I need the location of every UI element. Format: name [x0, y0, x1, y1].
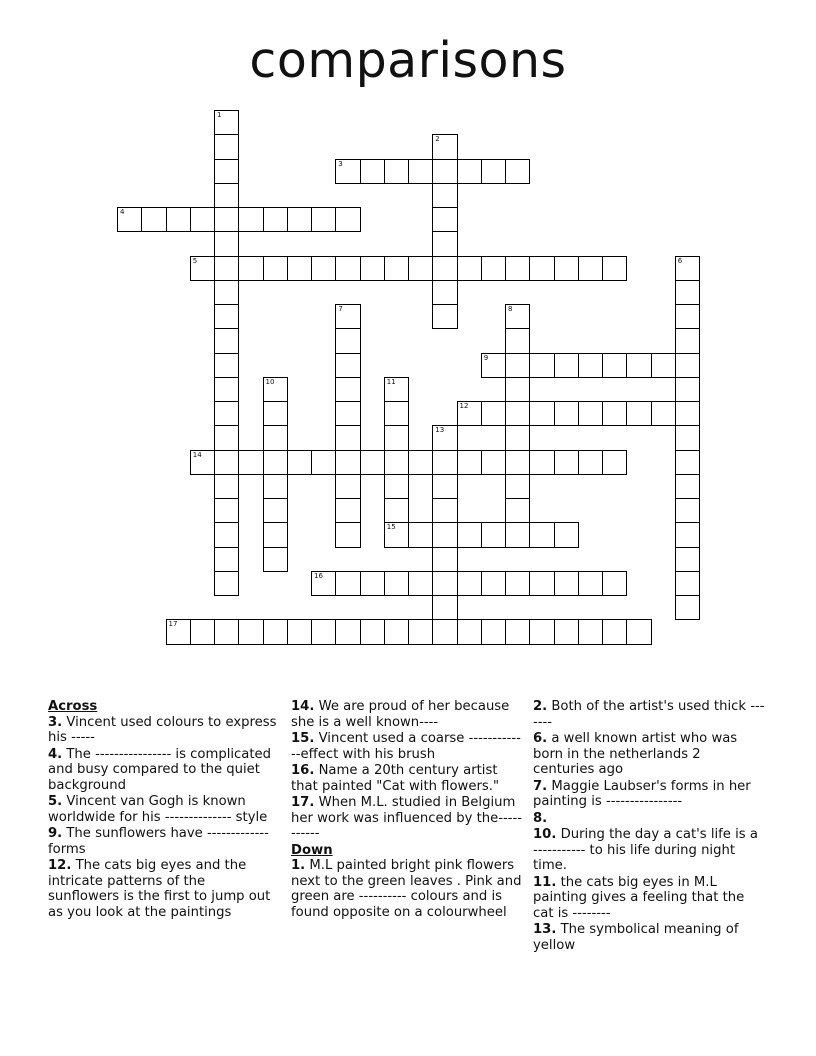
grid-cell[interactable]: [505, 353, 530, 378]
grid-cell[interactable]: [335, 571, 360, 596]
clues-column-2: [291, 699, 523, 921]
grid-cell[interactable]: [602, 619, 627, 644]
grid-cell[interactable]: [263, 377, 288, 402]
clue-text: Maggie Laubser's forms in her painting is ----------------: [533, 778, 751, 809]
clue-item: [291, 795, 523, 842]
grid-cell[interactable]: [505, 304, 530, 329]
grid-cell[interactable]: [384, 522, 409, 547]
clue-number: 10: [265, 377, 275, 386]
clue-number-label: 12.: [48, 858, 72, 873]
grid-cell[interactable]: [432, 474, 457, 499]
grid-cell[interactable]: [505, 256, 530, 281]
clue-item: [533, 779, 765, 810]
grid-cell[interactable]: [457, 159, 482, 184]
grid-cell[interactable]: [408, 619, 433, 644]
grid-cell[interactable]: [287, 450, 312, 475]
grid-cell[interactable]: [263, 498, 288, 523]
grid-cell[interactable]: [335, 159, 360, 184]
grid-cell[interactable]: [141, 207, 166, 232]
grid-cell[interactable]: [529, 256, 554, 281]
grid-cell[interactable]: [602, 571, 627, 596]
grid-cell[interactable]: [214, 571, 239, 596]
grid-cell[interactable]: [360, 159, 385, 184]
grid-cell[interactable]: [238, 619, 263, 644]
grid-cell[interactable]: [214, 377, 239, 402]
grid-cell[interactable]: [408, 159, 433, 184]
grid-cell[interactable]: [481, 401, 506, 426]
grid-cell[interactable]: [651, 401, 676, 426]
grid-cell[interactable]: [214, 353, 239, 378]
grid-cell[interactable]: [287, 256, 312, 281]
grid-cell[interactable]: [263, 619, 288, 644]
grid-cell[interactable]: [287, 619, 312, 644]
clue-text: Name a 20th century artist that painted "Cat with flowers.": [291, 763, 500, 794]
clue-item: [533, 731, 765, 778]
grid-cell[interactable]: [529, 450, 554, 475]
grid-cell[interactable]: [505, 328, 530, 353]
grid-cell[interactable]: [505, 522, 530, 547]
grid-cell[interactable]: [311, 619, 336, 644]
grid-cell[interactable]: [432, 134, 457, 159]
clue-number-label: 16.: [291, 763, 315, 778]
across-clues-part-2: [291, 699, 523, 842]
grid-cell[interactable]: [287, 207, 312, 232]
clue-number-label: 14.: [291, 699, 315, 714]
grid-cell[interactable]: [505, 571, 530, 596]
grid-cell[interactable]: [457, 522, 482, 547]
grid-cell[interactable]: [481, 571, 506, 596]
grid-cell[interactable]: [578, 450, 603, 475]
grid-cell[interactable]: [675, 595, 700, 620]
grid-cell[interactable]: [384, 256, 409, 281]
clue-text: When M.L. studied in Belgium her work was influenced by the-----------: [291, 795, 523, 841]
grid-cell[interactable]: [505, 450, 530, 475]
grid-cell[interactable]: [602, 401, 627, 426]
grid-cell[interactable]: [335, 256, 360, 281]
clue-text: The symbolical meaning of yellow: [533, 922, 739, 953]
grid-cell[interactable]: [214, 280, 239, 305]
grid-cell[interactable]: [384, 571, 409, 596]
clue-text: The ---------------- is complicated and busy compared to the quiet background: [48, 746, 272, 793]
grid-cell[interactable]: [675, 328, 700, 353]
across-header: Across: [48, 699, 98, 714]
grid-cell[interactable]: [554, 401, 579, 426]
clue-number-label: 1.: [291, 858, 306, 873]
clue-item: [48, 747, 278, 794]
grid-cell[interactable]: [214, 450, 239, 475]
grid-cell[interactable]: [384, 450, 409, 475]
clue-item: [533, 875, 765, 922]
grid-cell[interactable]: [432, 256, 457, 281]
grid-cell[interactable]: [554, 353, 579, 378]
grid-cell[interactable]: [263, 474, 288, 499]
clues-column-3: [533, 699, 765, 954]
grid-cell[interactable]: [432, 547, 457, 572]
grid-cell[interactable]: [481, 619, 506, 644]
clue-number: 12: [459, 402, 469, 410]
grid-cell[interactable]: [335, 425, 360, 450]
clue-number-label: 9.: [48, 826, 63, 841]
grid-cell[interactable]: [335, 377, 360, 402]
grid-cell[interactable]: [675, 377, 700, 402]
grid-cell[interactable]: [432, 304, 457, 329]
grid-cell[interactable]: [578, 401, 603, 426]
clue-number-label: 10.: [533, 827, 557, 842]
grid-cell[interactable]: [481, 256, 506, 281]
grid-cell[interactable]: [190, 450, 215, 475]
grid-cell[interactable]: [432, 498, 457, 523]
clue-text: the cats big eyes in M.L painting gives a feeling that the cat is --------: [533, 874, 745, 921]
grid-cell[interactable]: [214, 231, 239, 256]
grid-cell[interactable]: [384, 425, 409, 450]
grid-cell[interactable]: [505, 159, 530, 184]
grid-cell[interactable]: [335, 522, 360, 547]
grid-cell[interactable]: [214, 401, 239, 426]
grid-cell[interactable]: [335, 304, 360, 329]
clue-number: 5: [192, 256, 198, 265]
grid-cell[interactable]: [505, 498, 530, 523]
grid-cell[interactable]: [311, 207, 336, 232]
grid-cell[interactable]: [457, 450, 482, 475]
grid-cell[interactable]: [384, 401, 409, 426]
grid-cell[interactable]: [360, 619, 385, 644]
grid-cell[interactable]: [214, 183, 239, 208]
grid-cell[interactable]: [675, 498, 700, 523]
grid-cell[interactable]: [335, 401, 360, 426]
grid-cell[interactable]: [675, 353, 700, 378]
grid-cell[interactable]: [432, 183, 457, 208]
grid-cell[interactable]: [505, 401, 530, 426]
grid-cell[interactable]: [675, 450, 700, 475]
grid-cell[interactable]: [529, 619, 554, 644]
grid-cell[interactable]: [432, 619, 457, 644]
grid-cell[interactable]: [578, 256, 603, 281]
grid-cell[interactable]: [626, 619, 651, 644]
grid-cell[interactable]: [432, 595, 457, 620]
grid-cell[interactable]: [166, 207, 191, 232]
clue-item: [533, 827, 765, 874]
grid-cell[interactable]: [214, 328, 239, 353]
clue-number-label: 2.: [533, 699, 548, 714]
grid-cell[interactable]: [190, 207, 215, 232]
grid-cell[interactable]: [408, 522, 433, 547]
clue-number: 17: [168, 620, 178, 629]
grid-cell[interactable]: [432, 571, 457, 596]
grid-cell[interactable]: [214, 619, 239, 644]
grid-cell[interactable]: [360, 450, 385, 475]
grid-cell[interactable]: [311, 256, 336, 281]
grid-cell[interactable]: [457, 619, 482, 644]
grid-cell[interactable]: [238, 450, 263, 475]
clue-number: 8: [508, 305, 513, 313]
grid-cell[interactable]: [238, 256, 263, 281]
grid-cell[interactable]: [529, 522, 554, 547]
clue-number: 13: [435, 426, 445, 435]
grid-cell[interactable]: [384, 377, 409, 402]
grid-cell[interactable]: [457, 571, 482, 596]
grid-cell[interactable]: [263, 207, 288, 232]
grid-cell[interactable]: [335, 619, 360, 644]
clue-number: 11: [386, 377, 396, 386]
grid-cell[interactable]: [335, 474, 360, 499]
grid-cell[interactable]: [311, 450, 336, 475]
clue-item: [533, 699, 765, 730]
grid-cell[interactable]: [335, 353, 360, 378]
clue-number: 2: [435, 135, 440, 144]
clue-number-label: 11.: [533, 874, 557, 890]
grid-cell[interactable]: [263, 547, 288, 572]
clue-text: The sunflowers have -------------forms: [48, 826, 269, 857]
clue-item: [533, 922, 765, 953]
clue-text: During the day a cat's life is a ----------- to his life during night time.: [533, 827, 758, 873]
clue-item: [48, 858, 278, 920]
grid-cell[interactable]: [505, 619, 530, 644]
grid-cell[interactable]: [408, 450, 433, 475]
grid-cell[interactable]: [263, 425, 288, 450]
grid-cell[interactable]: [675, 304, 700, 329]
clue-text: Both of the artist's used thick -------: [533, 699, 765, 730]
grid-cell[interactable]: [214, 134, 239, 159]
clue-number: 1: [217, 111, 222, 119]
clue-item: [48, 826, 278, 857]
grid-cell[interactable]: [602, 450, 627, 475]
down-clues-part-1: [291, 858, 523, 920]
grid-cell[interactable]: [578, 619, 603, 644]
grid-cell[interactable]: [432, 159, 457, 184]
grid-cell[interactable]: [432, 280, 457, 305]
grid-cell[interactable]: [432, 450, 457, 475]
clue-number-label: 5.: [48, 794, 63, 809]
grid-cell[interactable]: [529, 353, 554, 378]
grid-cell[interactable]: [554, 256, 579, 281]
grid-cell[interactable]: [214, 207, 239, 232]
grid-cell[interactable]: [432, 425, 457, 450]
grid-cell[interactable]: [238, 207, 263, 232]
grid-cell[interactable]: [675, 522, 700, 547]
grid-cell[interactable]: [554, 619, 579, 644]
grid-cell[interactable]: [214, 474, 239, 499]
grid-cell[interactable]: [360, 256, 385, 281]
grid-cell[interactable]: [214, 522, 239, 547]
grid-cell[interactable]: [481, 450, 506, 475]
grid-cell[interactable]: [675, 474, 700, 499]
grid-cell[interactable]: [602, 256, 627, 281]
grid-cell[interactable]: [578, 353, 603, 378]
grid-cell[interactable]: [481, 353, 506, 378]
grid-cell[interactable]: [214, 425, 239, 450]
grid-cell[interactable]: [578, 571, 603, 596]
puzzle-title: comparisons: [249, 32, 567, 89]
clue-number: 14: [192, 450, 202, 459]
across-clues-part-1: [48, 715, 278, 921]
grid-cell[interactable]: [214, 547, 239, 572]
grid-cell[interactable]: [311, 571, 336, 596]
grid-cell[interactable]: [335, 450, 360, 475]
grid-cell[interactable]: [214, 159, 239, 184]
grid-cell[interactable]: [554, 522, 579, 547]
clue-number-label: 8.: [533, 810, 548, 826]
grid-cell[interactable]: [602, 353, 627, 378]
clue-text: M.L painted bright pink flowers next to the green leaves . Pink and green are ---------- colours and is found opposite on a colourwheel: [291, 858, 522, 920]
grid-cell[interactable]: [554, 571, 579, 596]
grid-cell[interactable]: [384, 619, 409, 644]
down-clues-part-2: [533, 699, 765, 953]
grid-cell[interactable]: [360, 571, 385, 596]
clue-number-label: 7.: [533, 778, 548, 794]
clue-number: 4: [120, 208, 125, 216]
grid-cell[interactable]: [505, 377, 530, 402]
down-header: Down: [291, 842, 333, 858]
clue-item: [291, 763, 523, 794]
clue-number-label: 15.: [291, 731, 315, 746]
grid-cell[interactable]: [505, 474, 530, 499]
grid-cell[interactable]: [675, 280, 700, 305]
grid-cell[interactable]: [335, 207, 360, 232]
clue-number: 9: [483, 353, 489, 362]
clue-number: 16: [314, 571, 323, 580]
grid-cell[interactable]: [651, 353, 676, 378]
clues-column-1: [48, 699, 278, 921]
grid-cell[interactable]: [675, 425, 700, 450]
grid-cell[interactable]: [408, 571, 433, 596]
grid-cell[interactable]: [214, 256, 239, 281]
grid-cell[interactable]: [214, 110, 239, 135]
grid-cell[interactable]: [263, 256, 288, 281]
grid-cell[interactable]: [384, 159, 409, 184]
clue-text: Vincent van Gogh is known worldwide for his -------------- style: [48, 794, 268, 825]
grid-cell[interactable]: [263, 401, 288, 426]
clue-number: 6: [677, 256, 683, 265]
grid-cell[interactable]: [457, 401, 482, 426]
grid-cell[interactable]: [481, 159, 506, 184]
grid-cell[interactable]: [408, 256, 433, 281]
grid-cell[interactable]: [529, 571, 554, 596]
clue-text: We are proud of her because she is a well known----: [291, 699, 510, 730]
grid-cell[interactable]: [335, 498, 360, 523]
clue-number: 3: [338, 159, 343, 168]
grid-cell[interactable]: [626, 401, 651, 426]
clue-number: 15: [386, 523, 396, 532]
clue-text: a well known artist who was born in the netherlands 2 centuries ago: [533, 731, 738, 777]
clue-item: [291, 858, 523, 920]
grid-cell[interactable]: [263, 522, 288, 547]
clue-item: [48, 794, 278, 825]
grid-cell[interactable]: [481, 522, 506, 547]
clue-text: Vincent used a coarse -------------effect with his brush: [291, 731, 521, 762]
clue-number: 7: [338, 305, 343, 313]
grid-cell[interactable]: [214, 304, 239, 329]
clue-number-label: 13.: [533, 922, 557, 937]
grid-cell[interactable]: [214, 498, 239, 523]
grid-cell[interactable]: [335, 328, 360, 353]
clue-item: [48, 715, 278, 746]
clue-item: [291, 731, 523, 762]
clue-number-label: 17.: [291, 795, 315, 810]
grid-cell[interactable]: [190, 256, 215, 281]
grid-cell[interactable]: [384, 498, 409, 523]
clue-item: [533, 811, 765, 827]
grid-cell[interactable]: [263, 450, 288, 475]
grid-cell[interactable]: [457, 256, 482, 281]
grid-cell[interactable]: [675, 401, 700, 426]
grid-cell[interactable]: [675, 571, 700, 596]
grid-cell[interactable]: [432, 207, 457, 232]
grid-cell[interactable]: [432, 231, 457, 256]
grid-cell[interactable]: [384, 474, 409, 499]
grid-cell[interactable]: [529, 401, 554, 426]
grid-cell[interactable]: [554, 450, 579, 475]
grid-cell[interactable]: [505, 425, 530, 450]
clue-number-label: 3.: [48, 714, 63, 730]
clue-text: Vincent used colours to express his -----: [48, 714, 277, 745]
grid-cell[interactable]: [190, 619, 215, 644]
grid-cell[interactable]: [166, 619, 191, 644]
grid-cell[interactable]: [626, 353, 651, 378]
grid-cell[interactable]: [432, 522, 457, 547]
grid-cell[interactable]: [675, 256, 700, 281]
grid-cell[interactable]: [675, 547, 700, 572]
clue-number-label: 6.: [533, 731, 548, 746]
grid-cell[interactable]: [117, 207, 142, 232]
clue-number-label: 4.: [48, 746, 63, 762]
clue-item: [291, 699, 523, 730]
clue-text: The cats big eyes and the intricate patterns of the sunflowers is the first to jump out as you look at the paintings: [48, 858, 271, 920]
